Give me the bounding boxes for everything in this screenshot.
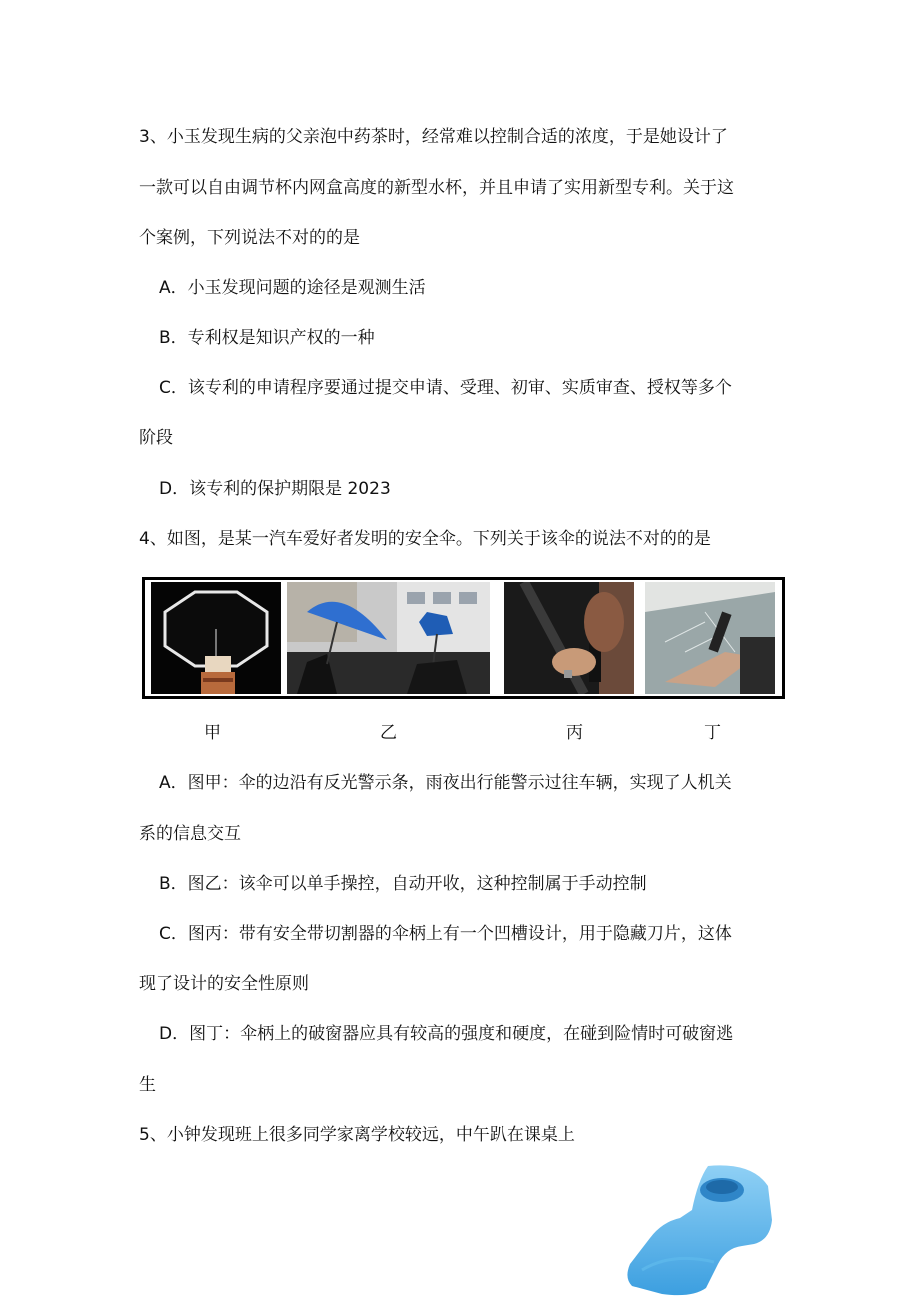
photo-ding	[645, 582, 775, 694]
photo-yi	[287, 582, 490, 694]
q5-stem: 5、小钟发现班上很多同学家离学校较远，中午趴在课桌上	[139, 1125, 575, 1145]
q4-stem: 4、如图，是某一汽车爱好者发明的安全伞。下列关于该伞的说法不对的的是	[139, 529, 711, 549]
q3-option-c-cont: 阶段	[139, 428, 173, 448]
figure-label-jia: 甲	[204, 723, 221, 743]
q4-option-b: B．图乙：该伞可以单手操控，自动开收，这种控制属于手动控制	[159, 874, 647, 894]
umbrella-figure	[142, 577, 785, 699]
q3-stem-line-3: 个案例，下列说法不对的的是	[139, 228, 360, 248]
q3-stem-line-2: 一款可以自由调节杯内网盒高度的新型水杯，并且申请了实用新型专利。关于这	[139, 178, 734, 198]
q4-option-d: D．图丁：伞柄上的破窗器应具有较高的强度和硬度，在碰到险情时可破窗逃	[159, 1024, 734, 1044]
photo-bing	[504, 582, 634, 694]
nap-pillow-image	[622, 1160, 774, 1300]
figure-label-bing: 丙	[566, 723, 583, 743]
q4-option-c: C．图丙：带有安全带切割器的伞柄上有一个凹槽设计，用于隐藏刀片，这体	[159, 924, 732, 944]
q4-option-a: A．图甲：伞的边沿有反光警示条，雨夜出行能警示过往车辆，实现了人机关	[159, 773, 732, 793]
q3-option-d: D．该专利的保护期限是 2023	[159, 479, 391, 499]
q3-option-a: A．小玉发现问题的途径是观测生活	[159, 278, 426, 298]
photo-jia	[151, 582, 281, 694]
q4-option-d-cont: 生	[139, 1075, 156, 1095]
q3-stem-line-1: 3、小玉发现生病的父亲泡中药茶时，经常难以控制合适的浓度，于是她设计了	[139, 127, 728, 147]
q3-option-c: C．该专利的申请程序要通过提交申请、受理、初审、实质审查、授权等多个	[159, 378, 732, 398]
figure-label-yi: 乙	[380, 723, 397, 743]
figure-label-ding: 丁	[704, 723, 721, 743]
q4-option-c-cont: 现了设计的安全性原则	[139, 974, 309, 994]
q4-option-a-cont: 系的信息交互	[139, 824, 241, 844]
q3-option-b: B．专利权是知识产权的一种	[159, 328, 375, 348]
